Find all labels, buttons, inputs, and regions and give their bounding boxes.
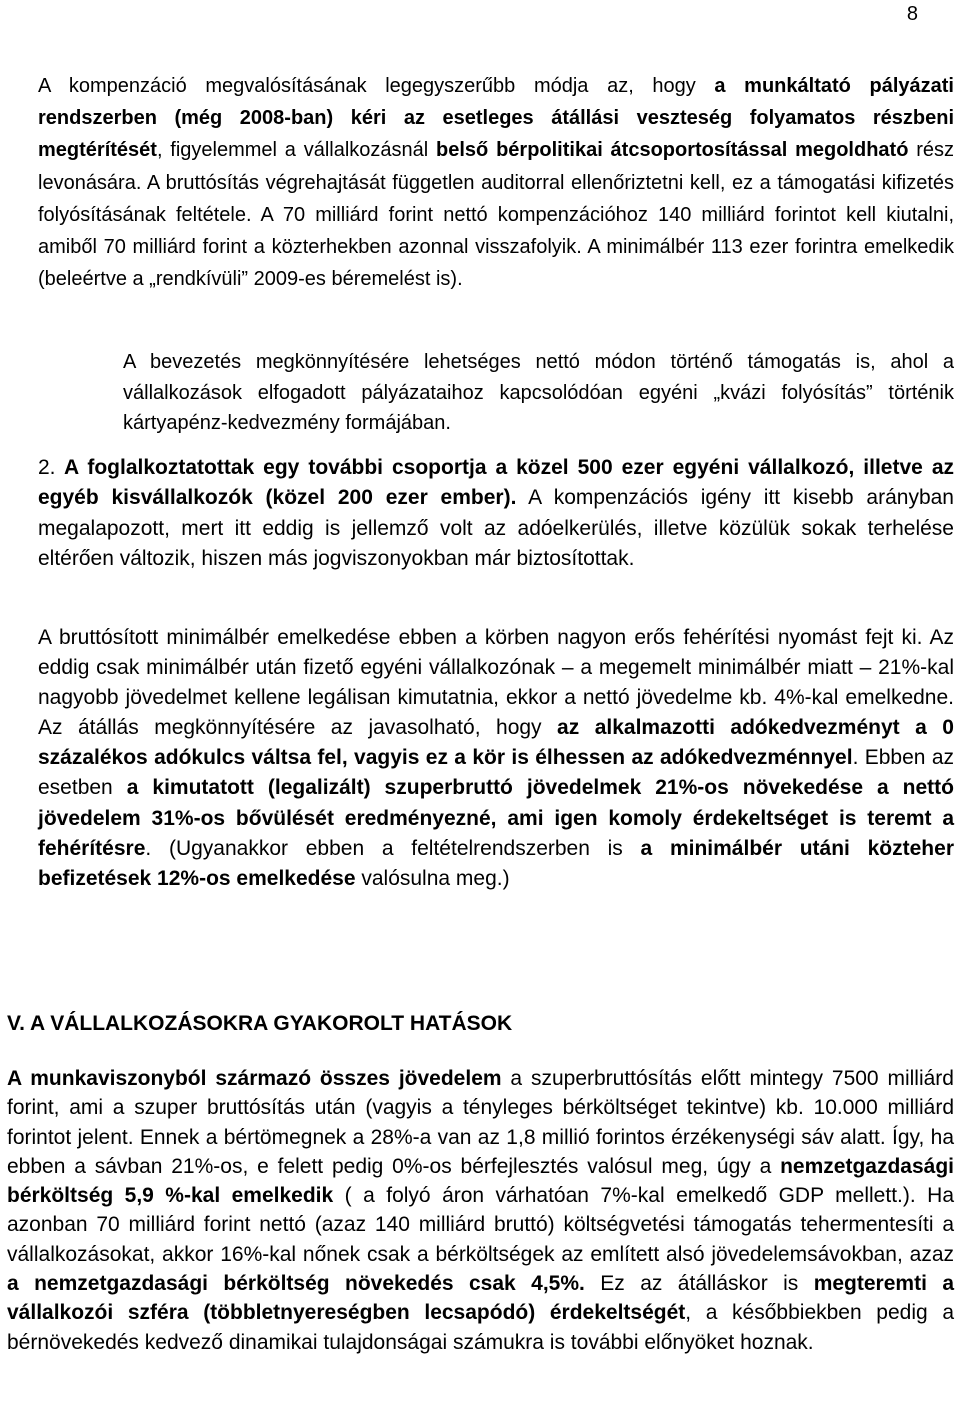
- text: rész levonására. A bruttósítás végrehajtását független auditorral ellenőriztetni kell, ez a támogatási kifizetés folyósításának feltétele. A 70 milliárd forint nettó kompenzációhoz 140 milliárd forintot kell kiutalni, amiből 70 milliárd forint a közterhekben azonnal visszafolyik. A minimálbér 113 ezer forintra emelkedik (beleértve a „rendkívüli” 2009-es béremelést is).: [38, 139, 955, 291]
- bold-text: A foglalkoztatottak egy további csoportja a közel 500 ezer egyéni vállalkozó, illetve az egyéb kisvállalkozók (közel 200 ezer ember).: [38, 456, 954, 510]
- paragraph-total-income: [7, 1064, 954, 1357]
- text: A bruttósított minimálbér emelkedése ebben a körben nagyon erős fehérítési nyomást fejt ki. Az eddig csak minimálbér után fizető egyéni vállalkozónak – a megemelt minimálbér miatt – 21%-kal nagyobb jövedelmet kellene legálisan kimutatnia, ekkor a nettó jövedelme kb. 4%-kal emelkedne. Az átállás megkönnyítésére az javasolható, hogy: [38, 626, 954, 740]
- list-item-body: [38, 453, 954, 574]
- bold-text: az alkalmazotti adókedvezményt a 0 százalékos adókulcs váltsa fel, vagyis ez a kör is élhessen az adókedvezménnyel: [38, 716, 954, 770]
- text: a szuperbruttósítás előtt mintegy 7500 milliárd forint, ami a szuper bruttósítás után (vagyis a tényleges bérköltséget tekintve) kb. 10.000 milliárd forintot jelent. Ennek a bértömegnek a 28%-a van az 1,8 millió forintos érzékenységi sáv alatt. Így, ha ebben a sávban 21%-os, e felett pedig 0%-os bérfejlesztés valósul meg, úgy a: [7, 1067, 954, 1178]
- bold-text: belső bérpolitikai átcsoportosítással megoldható: [436, 139, 909, 162]
- paragraph-minimum-wage: [38, 623, 954, 894]
- text: A kompenzációs igény itt kisebb arányban megalapozott, mert itt eddig is jellemző volt az adóelkerülés, illetve közülük sokak terhelése eltérően változik, hiszen más jogviszonyokban már biztosítottak.: [38, 486, 954, 570]
- bold-text: a munkáltató pályázati rendszerben (még 2008-ban) kéri az esetleges átállási veszteség folyamatos részbeni megtérítését: [38, 75, 954, 162]
- page-number: 8: [906, 3, 918, 25]
- bold-text: a nemzetgazdasági bérköltség növekedés csak 4,5%.: [7, 1272, 585, 1296]
- bold-text: A munkaviszonyból származó összes jövedelem: [7, 1067, 502, 1090]
- text: ( a folyó áron várhatóan 7%-kal emelkedő GDP mellett.). Ha azonban 70 milliárd forint nettó (azaz 140 milliárd bruttó) költségvetési támogatás tehermentesíti a vállalkozásokat, akkor 16%-kal nőnek csak a bérköltségek az említett alsó jövedelemsávokban, azaz: [7, 1184, 954, 1266]
- text: . (Ugyanakkor ebben a feltételrendszerben is: [145, 836, 641, 860]
- text: valósulna meg.): [355, 866, 510, 890]
- bold-text: nemzetgazdasági bérköltség 5,9 %-kal emelkedik: [7, 1154, 954, 1208]
- text: . Ebben az esetben: [38, 746, 954, 800]
- list-item-2: [38, 453, 954, 574]
- text: , a későbbiekben pedig a bérnövekedés kedvező dinamikai tulajdonságai számukra is további előnyöket hoznak.: [7, 1301, 954, 1354]
- paragraph-introduction-support: A bevezetés megkönnyítésére lehetséges nettó módon történő támogatás is, ahol a vállalkozások elfogadott pályázataihoz kapcsolódóan egyéni „kvázi folyósítás” történik kártyapénz-kedvezmény formájában.: [123, 351, 954, 435]
- bold-text: megteremti a vállalkozói szféra (többletnyereségben lecsapódó) érdekeltségét: [7, 1272, 955, 1325]
- paragraph-compensation: [38, 70, 954, 295]
- text: Ez az átálláskor is: [584, 1272, 814, 1296]
- section-heading: V. A VÁLLALKOZÁSOKRA GYAKOROLT HATÁSOK: [7, 1012, 513, 1035]
- text: , figyelemmel a vállalkozásnál: [156, 139, 437, 162]
- bold-text: a kimutatott (legalizált) szuperbruttó jövedelmek 21%-os növekedése a nettó jövedelem 31%-os bővülését eredményezné, ami igen komoly érdekeltséget is teremt a fehérítésre: [38, 776, 954, 860]
- list-number: 2.: [38, 456, 56, 479]
- bold-text: a minimálbér utáni közteher befizetések 12%-os emelkedése: [38, 836, 954, 890]
- text: A kompenzáció megvalósításának legegyszerűbb módja az, hogy: [38, 75, 715, 97]
